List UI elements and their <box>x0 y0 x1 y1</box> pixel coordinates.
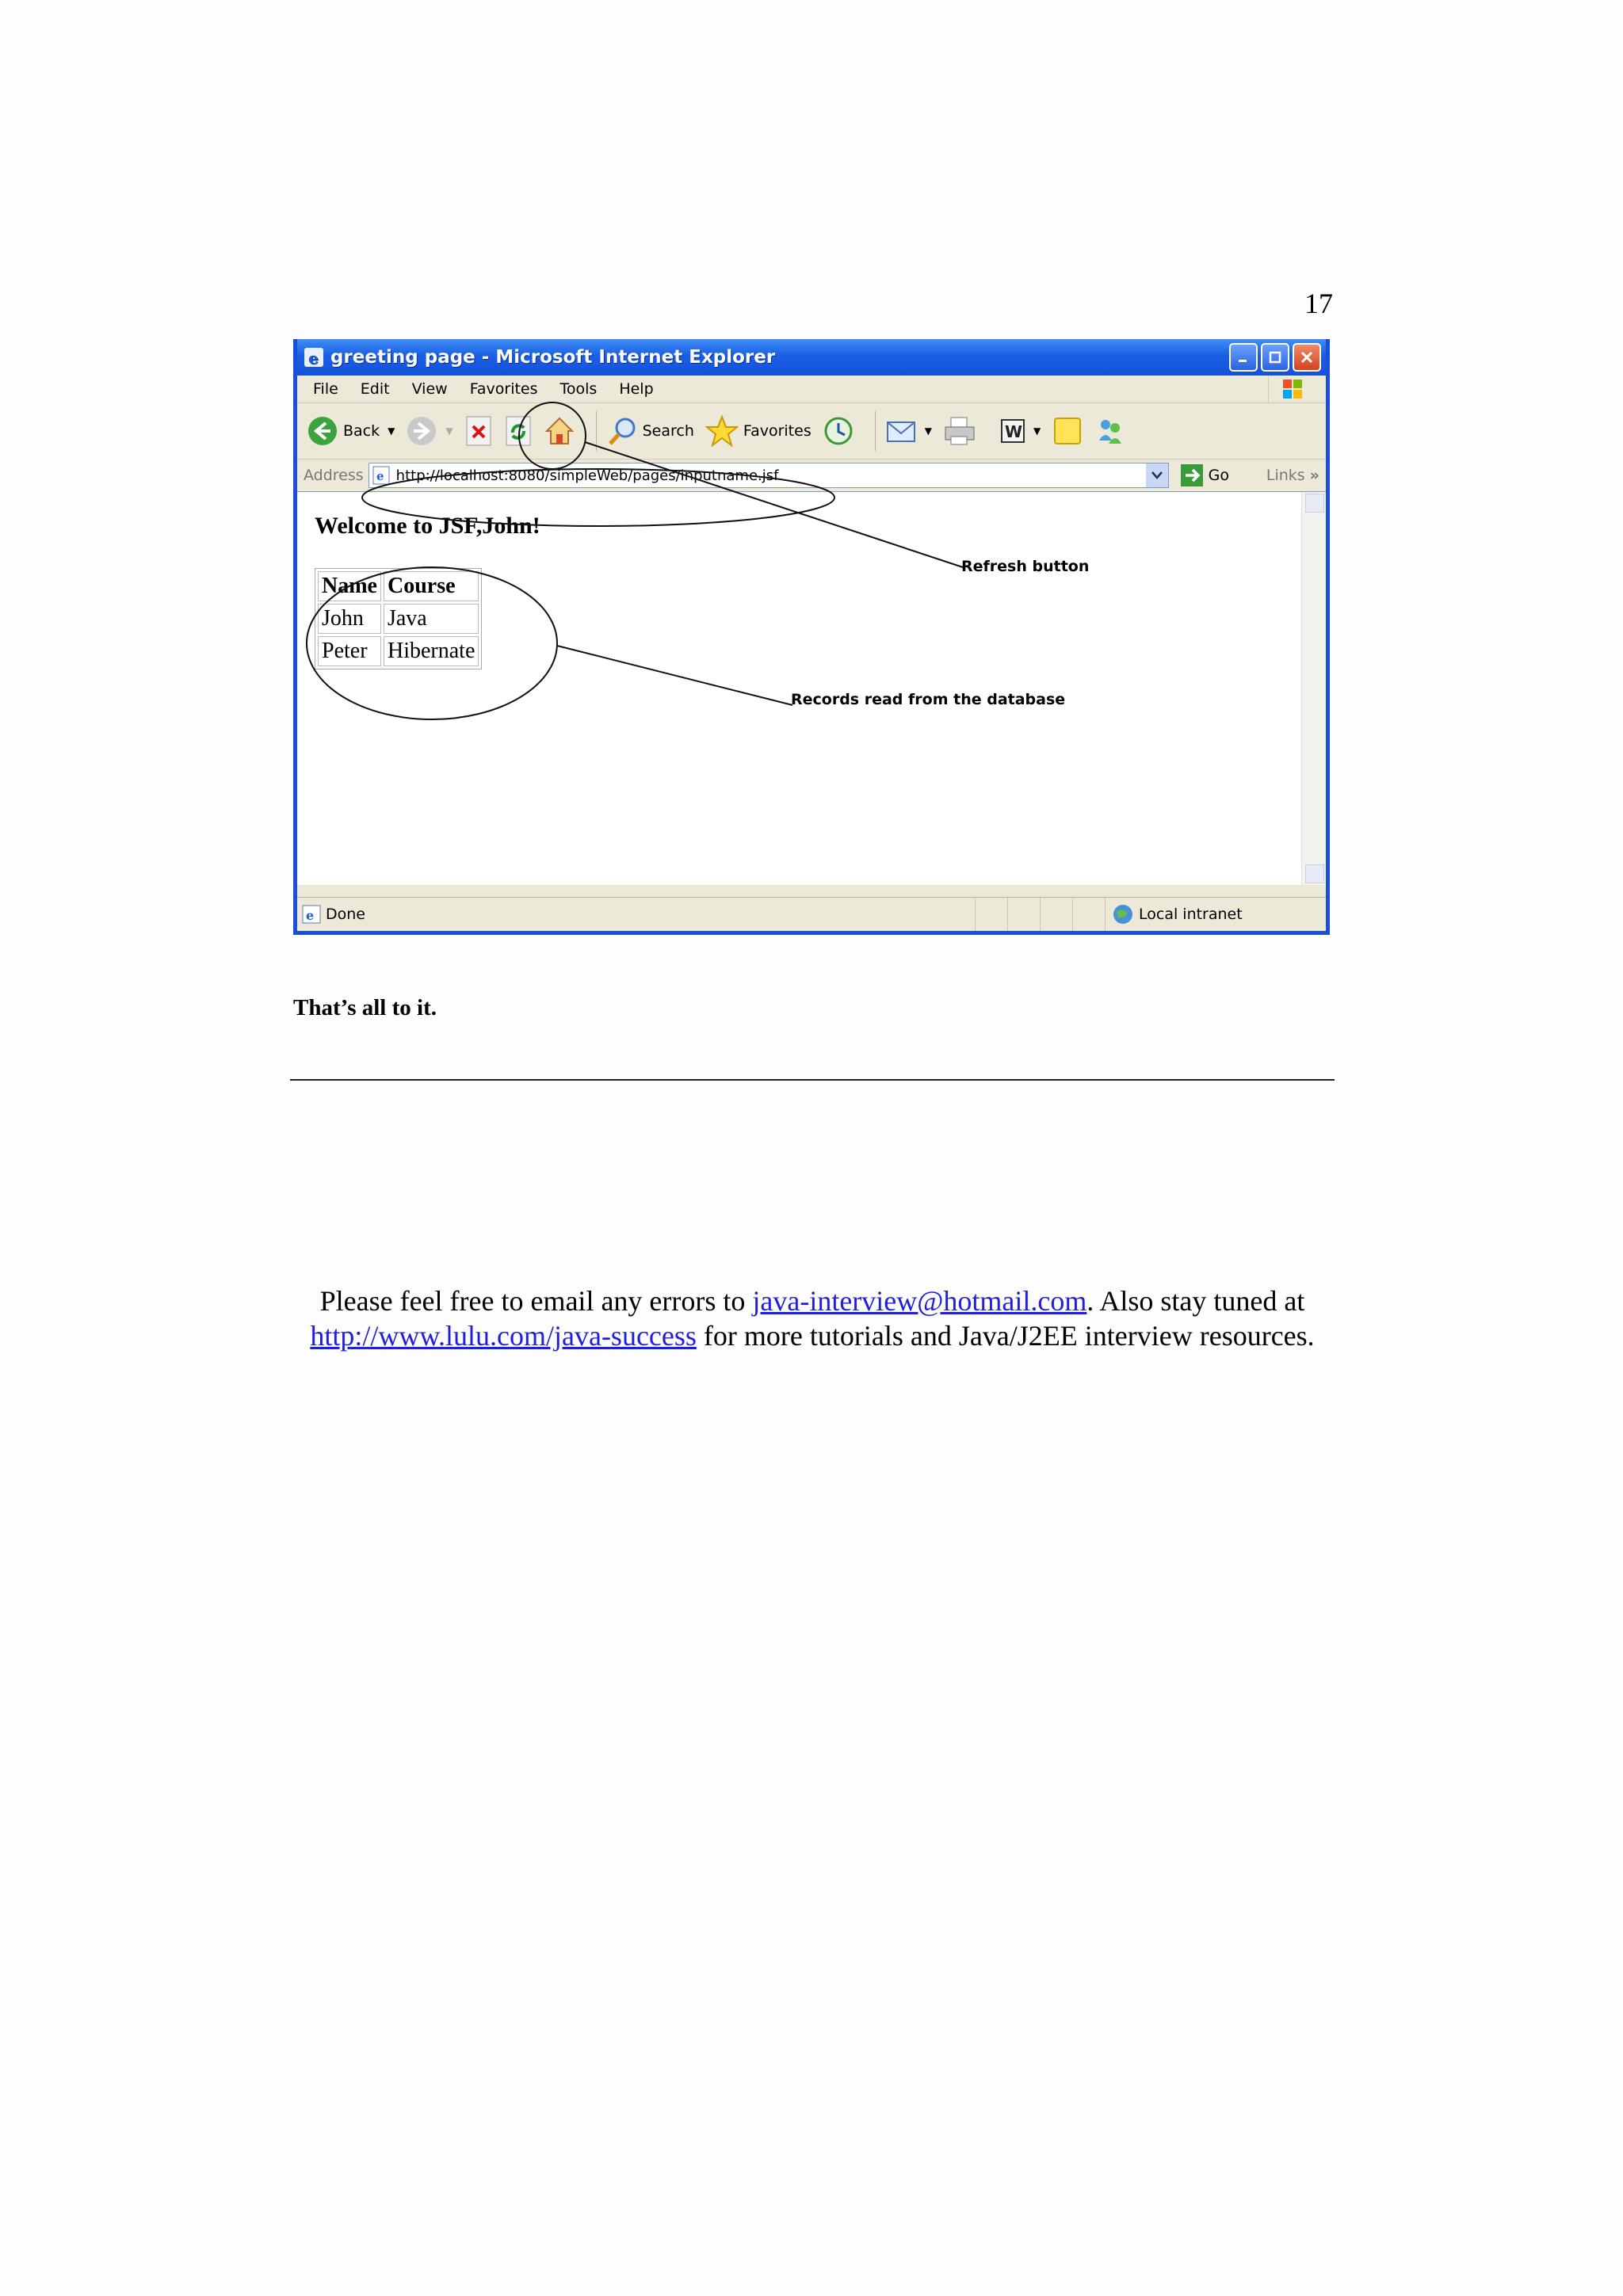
table-row <box>318 636 479 666</box>
table-cell: Java <box>384 604 479 634</box>
security-zone <box>1105 898 1326 931</box>
history-button[interactable] <box>823 415 854 447</box>
table-header-row <box>318 571 479 601</box>
table-cell: John <box>318 604 381 634</box>
back-label: Back <box>343 422 380 440</box>
menu-favorites[interactable]: Favorites <box>469 380 538 398</box>
email-link[interactable]: java-interview@hotmail.com <box>752 1285 1087 1317</box>
windows-flag-icon <box>1280 378 1305 400</box>
minimize-button[interactable] <box>1229 343 1258 372</box>
maximize-button[interactable] <box>1261 343 1289 372</box>
go-arrow-icon <box>1180 463 1204 487</box>
footer-text: for more tutorials and Java/J2EE interview resources. <box>696 1320 1315 1352</box>
toolbar-separator <box>875 411 876 451</box>
menu-edit[interactable]: Edit <box>360 380 390 398</box>
ie-page-icon <box>302 905 321 924</box>
minimize-icon <box>1236 350 1251 364</box>
printer-icon <box>943 415 976 447</box>
search-button[interactable] <box>606 415 694 447</box>
forward-button[interactable] <box>406 415 453 447</box>
go-button[interactable] <box>1180 463 1229 487</box>
edit-button[interactable] <box>1000 418 1041 444</box>
footer-text: Please feel free to email any errors to <box>319 1285 753 1317</box>
status-bar <box>297 897 1326 931</box>
toolbar-separator <box>596 411 597 451</box>
close-icon <box>1300 350 1314 364</box>
home-button[interactable] <box>544 415 575 447</box>
globe-icon <box>1112 903 1134 925</box>
page-content <box>297 491 1326 885</box>
refresh-button-annotation: Refresh button <box>961 558 1090 575</box>
records-annotation: Records read from the database <box>791 691 1066 708</box>
status-cell <box>1040 898 1072 931</box>
messenger-button[interactable] <box>1094 415 1126 447</box>
address-label: Address <box>304 467 364 484</box>
scroll-down-icon[interactable] <box>1305 864 1324 883</box>
chevron-down-icon[interactable]: ▼ <box>924 425 932 437</box>
table-cell: Peter <box>318 636 381 666</box>
window-title: greeting page - Microsoft Internet Explorer <box>330 347 776 368</box>
home-icon <box>544 415 575 447</box>
search-label: Search <box>642 422 694 440</box>
table-row <box>318 604 479 634</box>
chevron-down-icon[interactable]: ▼ <box>445 425 453 437</box>
back-arrow-icon <box>307 415 338 447</box>
page-number: 17 <box>1304 288 1333 319</box>
mail-icon <box>885 415 917 447</box>
chevron-down-icon <box>1151 471 1163 479</box>
history-icon <box>823 415 854 447</box>
refresh-icon <box>504 415 533 447</box>
forward-arrow-icon <box>406 415 437 447</box>
stop-icon <box>464 415 493 447</box>
menu-help[interactable]: Help <box>619 380 654 398</box>
welcome-heading: Welcome to JSF,John! <box>315 513 540 539</box>
go-label: Go <box>1208 467 1230 484</box>
status-cell <box>975 898 1007 931</box>
menu-bar <box>297 376 1326 403</box>
address-dropdown-button[interactable] <box>1146 463 1168 487</box>
svg-text:W: W <box>1004 422 1023 441</box>
website-link[interactable]: http://www.lulu.com/java-success <box>310 1320 697 1352</box>
conclusion-text: That’s all to it. <box>293 995 437 1020</box>
stop-button[interactable] <box>464 415 493 447</box>
print-button[interactable] <box>943 415 976 447</box>
status-cell <box>1072 898 1105 931</box>
menu-view[interactable]: View <box>411 380 448 398</box>
footer-note <box>285 1283 1339 1353</box>
page-icon <box>372 466 390 485</box>
table-header-cell: Name <box>318 571 381 601</box>
vertical-scrollbar[interactable] <box>1301 492 1326 885</box>
word-icon <box>1000 418 1025 444</box>
maximize-icon <box>1268 350 1282 364</box>
browser-window <box>293 339 1330 935</box>
links-button[interactable] <box>1266 467 1319 484</box>
address-bar <box>297 460 1326 493</box>
back-button[interactable] <box>307 415 395 447</box>
chevron-right-icon: » <box>1309 467 1319 484</box>
svg-text:e: e <box>376 469 384 483</box>
svg-text:e: e <box>308 349 319 368</box>
horizontal-rule <box>290 1079 1335 1081</box>
table-cell: Hibernate <box>384 636 479 666</box>
messenger-icon <box>1094 415 1126 447</box>
links-label: Links <box>1266 467 1305 484</box>
status-cell <box>1007 898 1040 931</box>
address-field[interactable] <box>369 463 1169 488</box>
favorites-button[interactable] <box>705 414 812 448</box>
mail-button[interactable] <box>885 415 932 447</box>
chevron-down-icon[interactable]: ▼ <box>1033 425 1041 437</box>
chevron-down-icon[interactable]: ▼ <box>388 425 395 437</box>
footer-text: . Also stay tuned at <box>1086 1285 1305 1317</box>
star-icon <box>705 414 739 448</box>
search-icon <box>606 415 638 447</box>
favorites-label: Favorites <box>743 422 812 440</box>
menu-tools[interactable]: Tools <box>559 380 598 398</box>
address-input[interactable] <box>395 467 1111 485</box>
zone-label: Local intranet <box>1139 906 1243 923</box>
scroll-up-icon[interactable] <box>1305 494 1324 513</box>
records-table <box>315 568 482 669</box>
refresh-button[interactable] <box>504 415 533 447</box>
svg-text:e: e <box>306 908 315 923</box>
ie-logo-icon <box>304 347 324 368</box>
note-icon <box>1052 415 1083 447</box>
menu-file[interactable]: File <box>313 380 338 398</box>
status-text: Done <box>326 906 365 923</box>
table-header-cell: Course <box>384 571 479 601</box>
windows-logo <box>1268 376 1316 402</box>
discuss-button[interactable] <box>1052 415 1083 447</box>
toolbar <box>297 403 1326 460</box>
title-bar <box>297 339 1326 376</box>
close-button[interactable] <box>1293 343 1321 372</box>
